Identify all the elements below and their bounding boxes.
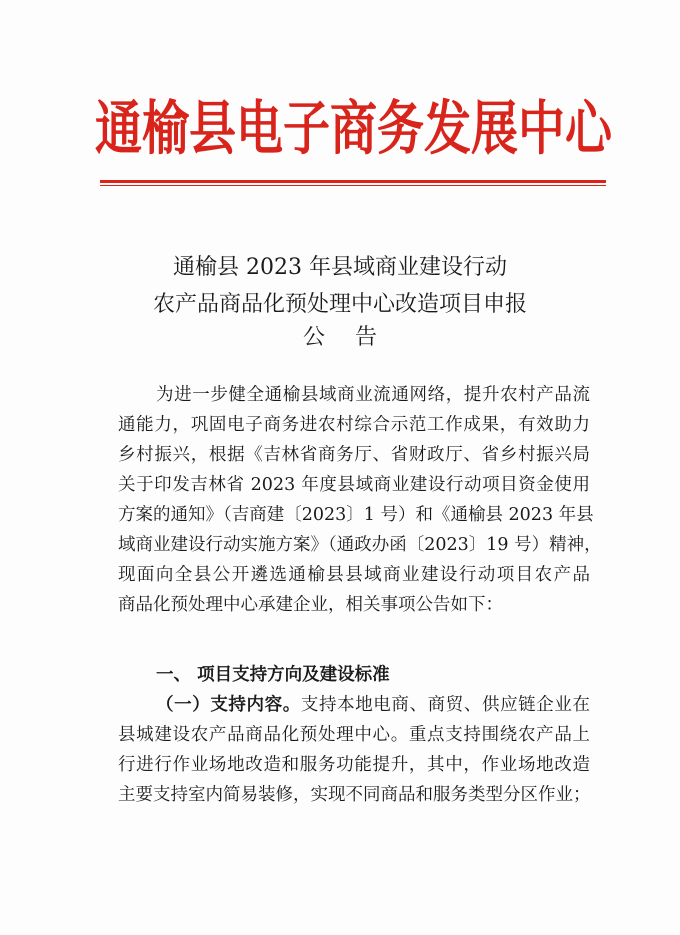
- masthead-rule-thick: [100, 180, 606, 183]
- paragraph-line: 通能力，巩固电子商务进农村综合示范工作成果，有效助力: [118, 415, 590, 435]
- paragraph-line: 现面向全县公开遴选通榆县县域商业建设行动项目农产品: [118, 565, 590, 585]
- paragraph-line: 县城建设农产品商品化预处理中心。重点支持围绕农产品上: [118, 725, 590, 745]
- paragraph-intro: [118, 380, 602, 620]
- paragraph-line: 为进一步健全通榆县域商业流通网络，提升农村产品流: [156, 385, 590, 405]
- subsection-lead: （一）支持内容。: [156, 695, 301, 715]
- document-title-line-3: 公告: [302, 325, 407, 350]
- paragraph-line: 商品化预处理中心承建企业，相关事项公告如下：: [118, 595, 503, 615]
- paragraph-support-content: [118, 690, 590, 810]
- document-title-line-2: 农产品商品化预处理中心改造项目申报: [152, 292, 527, 317]
- paragraph-text: 支持本地电商、商贸、供应链企业在: [300, 695, 591, 715]
- section-heading: 一、 项目支持方向及建设标准: [156, 665, 390, 685]
- masthead-title: 通榆县电子商务发展中心: [95, 94, 612, 164]
- paragraph-line: 方案的通知》（吉商建〔2023〕1 号）和《通榆县 2023 年县: [118, 505, 594, 525]
- document-title-line-1: 通榆县 2023 年县域商业建设行动: [173, 255, 507, 280]
- paragraph-line: 关于印发吉林省 2023 年度县域商业建设行动项目资金使用: [118, 475, 590, 495]
- paragraph-line: 主要支持室内简易装修，实现不同商品和服务类型分区作业；: [118, 785, 591, 805]
- masthead-rule-thin: [100, 185, 606, 186]
- paragraph-line: [118, 690, 590, 720]
- paragraph-line: 行进行作业场地改造和服务功能提升，其中，作业场地改造: [118, 755, 590, 775]
- paragraph-line: 乡村振兴，根据《吉林省商务厅、省财政厅、省乡村振兴局: [118, 445, 590, 465]
- paragraph-line: 域商业建设行动实施方案》（通政办函〔2023〕19 号）精神，: [118, 535, 602, 555]
